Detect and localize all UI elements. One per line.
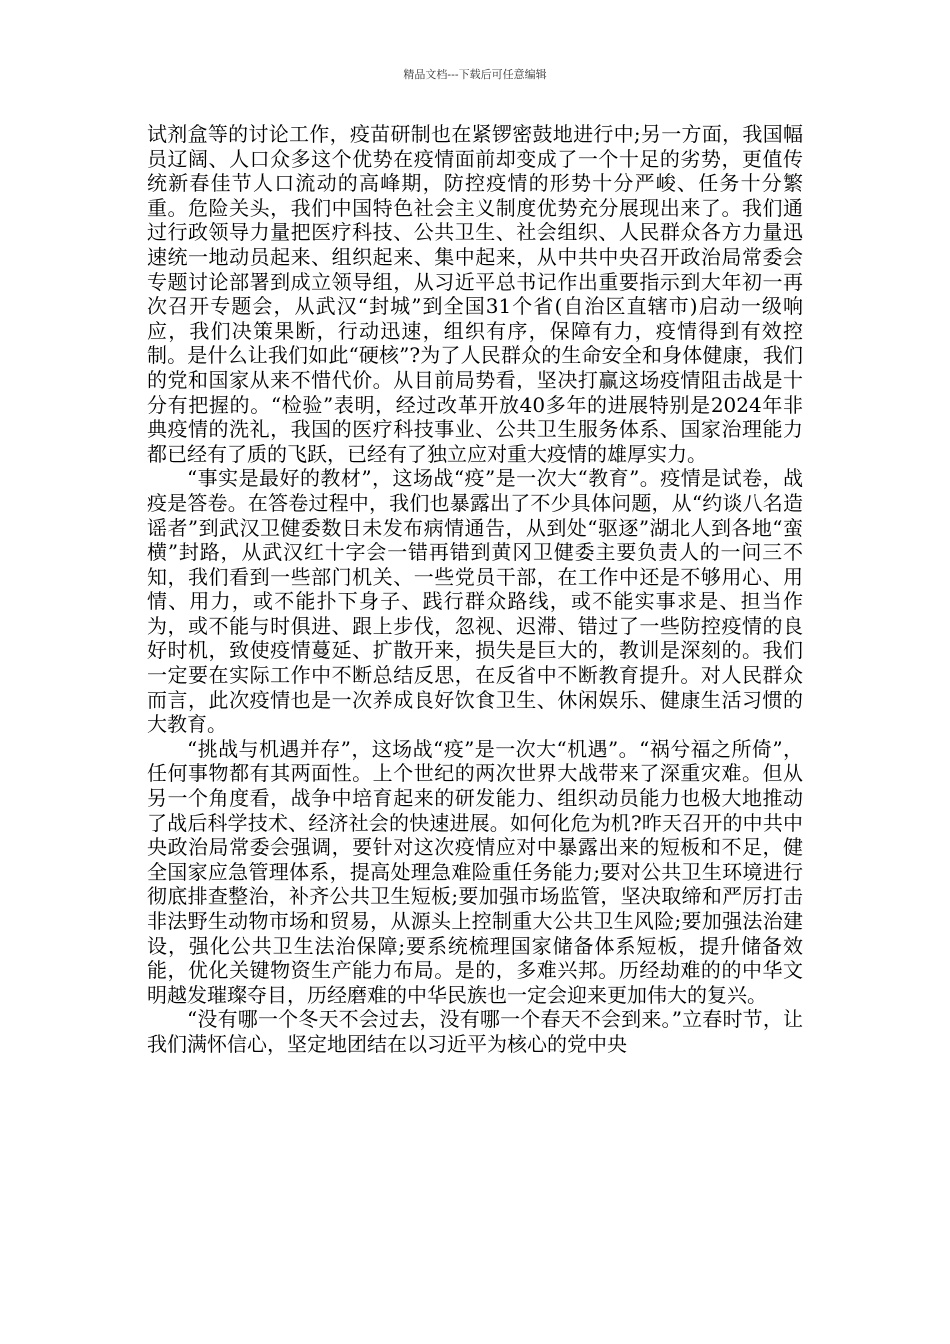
paragraph-2: “事实是最好的教材”，这场战“疫”是一次大“教育”。疫情是试卷，战疫是答卷。在答卷过程中，我们也暴露出了不少具体问题，从“约谈八名造谣者”到武汉卫健委数日未发布病情通告，从到处“驱逐”湖北人到各地“蛮横”封路，从武汉红十字会一错再错到黄冈卫健委主要负责人的一问三不知，我们看到一些部门机关、一些党员干部，在工作中还是不够用心、用情、用力，或不能扑下身子、践行群众路线，或不能实事求是、担当作为，或不能与时俱进、跟上步伐，忽视、迟滞、错过了一些防控疫情的良好时机，致使疫情蔓延、扩散开来，损失是巨大的，教训是深刻的。我们一定要在实际工作中不断总结反思，在反省中不断教育提升。对人民群众而言，此次疫情也是一次养成良好饮食卫生、休闲娱乐、健康生活习惯的大教育。 bbox=[147, 466, 803, 737]
paragraph-1: 试剂盒等的讨论工作，疫苗研制也在紧锣密鼓地进行中;另一方面，我国幅员辽阔、人口众多这个优势在疫情面前却变成了一个十足的劣势，更值传统新春佳节人口流动的高峰期，防控疫情的形势十分严峻、任务十分繁重。危险关头，我们中国特色社会主义制度优势充分展现出来了。我们通过行政领导力量把医疗科技、公共卫生、社会组织、人民群众各方力量迅速统一地动员起来、组织起来、集中起来，从中共中央召开政治局常委会专题讨论部署到成立领导组，从习近平总书记作出重要指示到大年初一再次召开专题会，从武汉“封城”到全国31个省(自治区直辖市)启动一级响应，我们决策果断，行动迅速，组织有序，保障有力，疫情得到有效控制。是什么让我们如此“硬核”?为了人民群众的生命安全和身体健康，我们的党和国家从来不惜代价。从目前局势看，坚决打赢这场疫情阻击战是十分有把握的。“检验”表明，经过改革开放40多年的进展特别是2024年非典疫情的洗礼，我国的医疗科技事业、公共卫生服务体系、国家治理能力都已经有了质的飞跃，已经有了独立应对重大疫情的雄厚实力。 bbox=[147, 122, 803, 466]
paragraph-3: “挑战与机遇并存”，这场战“疫”是一次大“机遇”。“祸兮福之所倚”，任何事物都有其两面性。上个世纪的两次世界大战带来了深重灾难。但从另一个角度看，战争中培育起来的研发能力、组织动员能力也极大地推动了战后科学技术、经济社会的快速进展。如何化危为机?昨天召开的中共中央政治局常委会强调，要针对这次疫情应对中暴露出来的短板和不足，健全国家应急管理体系，提高处理急难险重任务能力;要对公共卫生环境进行彻底排查整治，补齐公共卫生短板;要加强市场监管，坚决取缔和严厉打击非法野生动物市场和贸易，从源头上控制重大公共卫生风险;要加强法治建设，强化公共卫生法治保障;要系统梳理国家储备体系短板，提升储备效能，优化关键物资生产能力布局。是的，多难兴邦。历经劫难的的中华文明越发璀璨夺目，历经磨难的中华民族也一定会迎来更加伟大的复兴。 bbox=[147, 736, 803, 1007]
page-header: 精品文档---下载后可任意编辑 bbox=[403, 68, 547, 81]
paragraph-4: “没有哪一个冬天不会过去，没有哪一个春天不会到来。”立春时节，让我们满怀信心，坚定地团结在以习近平为核心的党中央 bbox=[147, 1007, 803, 1056]
document-body bbox=[147, 122, 803, 1057]
